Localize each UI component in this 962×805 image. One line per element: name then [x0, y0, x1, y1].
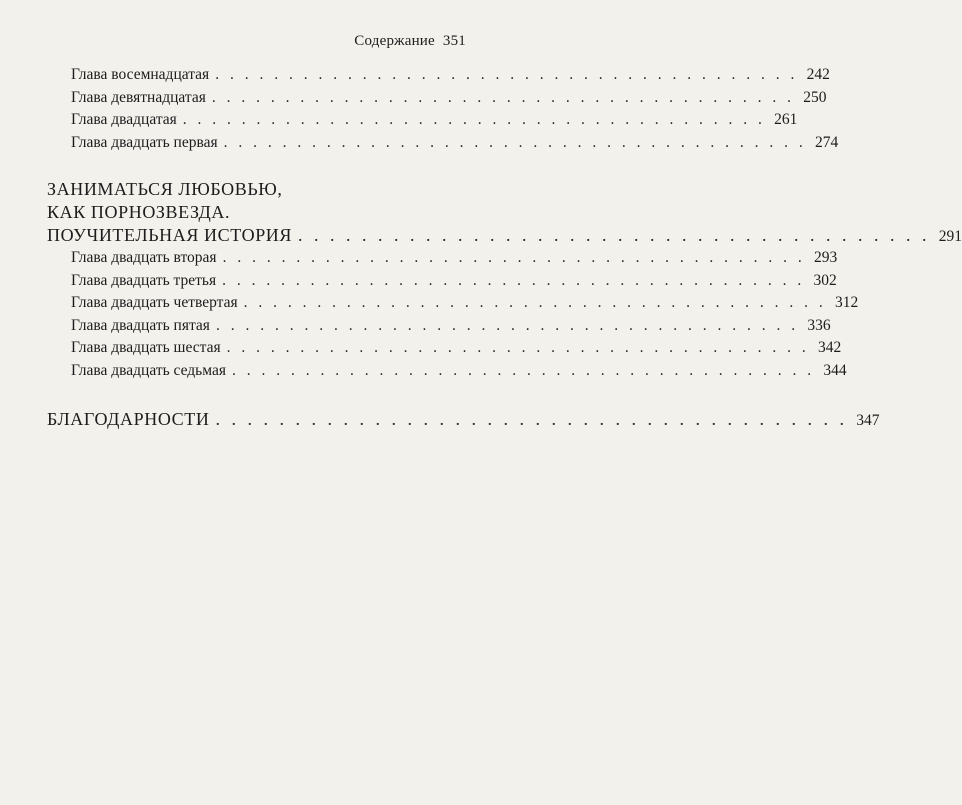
toc-entry[interactable]	[47, 247, 838, 270]
toc-entry[interactable]	[47, 132, 839, 155]
toc-entry[interactable]	[47, 292, 859, 315]
toc-entry-title: Глава двадцать третья	[71, 271, 217, 289]
toc-entry[interactable]	[47, 87, 827, 110]
dot-leader: . . . . . . . . . . . . . . . . . . . . . . . . . . . . . . . . . . . . . . . .	[231, 361, 815, 379]
spacer	[47, 382, 462, 408]
toc-entry-page: 302	[813, 271, 837, 289]
toc-entry[interactable]	[47, 109, 798, 132]
toc-entry-page: 274	[814, 133, 839, 151]
toc-acknowledgements-entry[interactable]	[47, 408, 880, 431]
dot-leader: . . . . . . . . . . . . . . . . . . . . . . . . . . . . . . . . . . . . . . . .	[211, 88, 795, 106]
toc-entry-page: 293	[813, 249, 838, 266]
toc-entry-page: 261	[774, 111, 798, 128]
toc-entry[interactable]	[47, 337, 842, 360]
toc-entry-page: 342	[817, 339, 842, 356]
toc-entry-title: Глава двадцать пятая	[71, 316, 210, 334]
toc-entry-title: Глава двадцать четвертая	[71, 294, 238, 311]
toc-entry[interactable]	[47, 270, 837, 293]
toc-entry-title: Глава двадцать седьмая	[71, 361, 226, 379]
toc-entry-title: Глава двадцать вторая	[71, 249, 217, 266]
toc-entry-page: 250	[803, 88, 827, 106]
running-head	[354, 33, 466, 50]
running-head-title: Содержание	[354, 33, 435, 49]
toc-entry-title: Глава девятнадцатая	[71, 88, 206, 106]
toc-entry-page: 242	[806, 66, 830, 83]
toc-entry-page: 312	[835, 294, 859, 311]
toc-entry-title: Глава двадцатая	[71, 111, 177, 128]
toc-entry-page: 336	[807, 316, 831, 334]
dot-leader: . . . . . . . . . . . . . . . . . . . . . . . . . . . . . . . . . . . . . . . .	[215, 316, 799, 334]
spacer	[47, 154, 462, 178]
toc-entry[interactable]	[47, 360, 847, 383]
toc-entry-title: Глава двадцать первая	[71, 133, 218, 151]
table-of-contents	[47, 64, 962, 431]
dot-leader: . . . . . . . . . . . . . . . . . . . . . . . . . . . . . . . . . . . . . . . .	[223, 133, 807, 151]
dot-leader: . . . . . . . . . . . . . . . . . . . . . . . . . . . . . . . . . . . . . . . .	[222, 249, 806, 266]
dot-leader: . . . . . . . . . . . . . . . . . . . . . . . . . . . . . . . . . . . . . . . .	[182, 111, 766, 128]
part-title-line-3: ПОУЧИТЕЛЬНАЯ ИСТОРИЯ	[47, 225, 293, 245]
toc-entry[interactable]	[47, 315, 831, 338]
toc-entry-title: Глава двадцать шестая	[71, 339, 221, 356]
acknowledgements-title: БЛАГОДАРНОСТИ	[47, 409, 210, 429]
dot-leader: . . . . . . . . . . . . . . . . . . . . . . . . . . . . . . . . . . . . . . . .	[215, 409, 848, 429]
dot-leader: . . . . . . . . . . . . . . . . . . . . . . . . . . . . . . . . . . . . . . . .	[222, 271, 805, 289]
toc-entry[interactable]	[47, 64, 830, 87]
acknowledgements-page: 347	[856, 412, 880, 429]
part-title-line-2: КАК ПОРНОЗВЕЗДА.	[47, 202, 231, 222]
toc-entry-page: 344	[823, 361, 847, 379]
toc-entry-title: Глава восемнадцатая	[71, 66, 210, 83]
dot-leader: . . . . . . . . . . . . . . . . . . . . . . . . . . . . . . . . . . . . . . . .	[298, 225, 931, 245]
dot-leader: . . . . . . . . . . . . . . . . . . . . . . . . . . . . . . . . . . . . . . . .	[243, 294, 827, 311]
dot-leader: . . . . . . . . . . . . . . . . . . . . . . . . . . . . . . . . . . . . . . . .	[215, 66, 798, 83]
running-head-page-number: 351	[442, 33, 466, 49]
dot-leader: . . . . . . . . . . . . . . . . . . . . . . . . . . . . . . . . . . . . . . . .	[226, 339, 810, 356]
toc-part-entry[interactable]	[47, 224, 962, 247]
part-title-line-1: ЗАНИМАТЬСЯ ЛЮБОВЬЮ,	[47, 179, 283, 199]
toc-part-page: 291	[938, 228, 962, 245]
